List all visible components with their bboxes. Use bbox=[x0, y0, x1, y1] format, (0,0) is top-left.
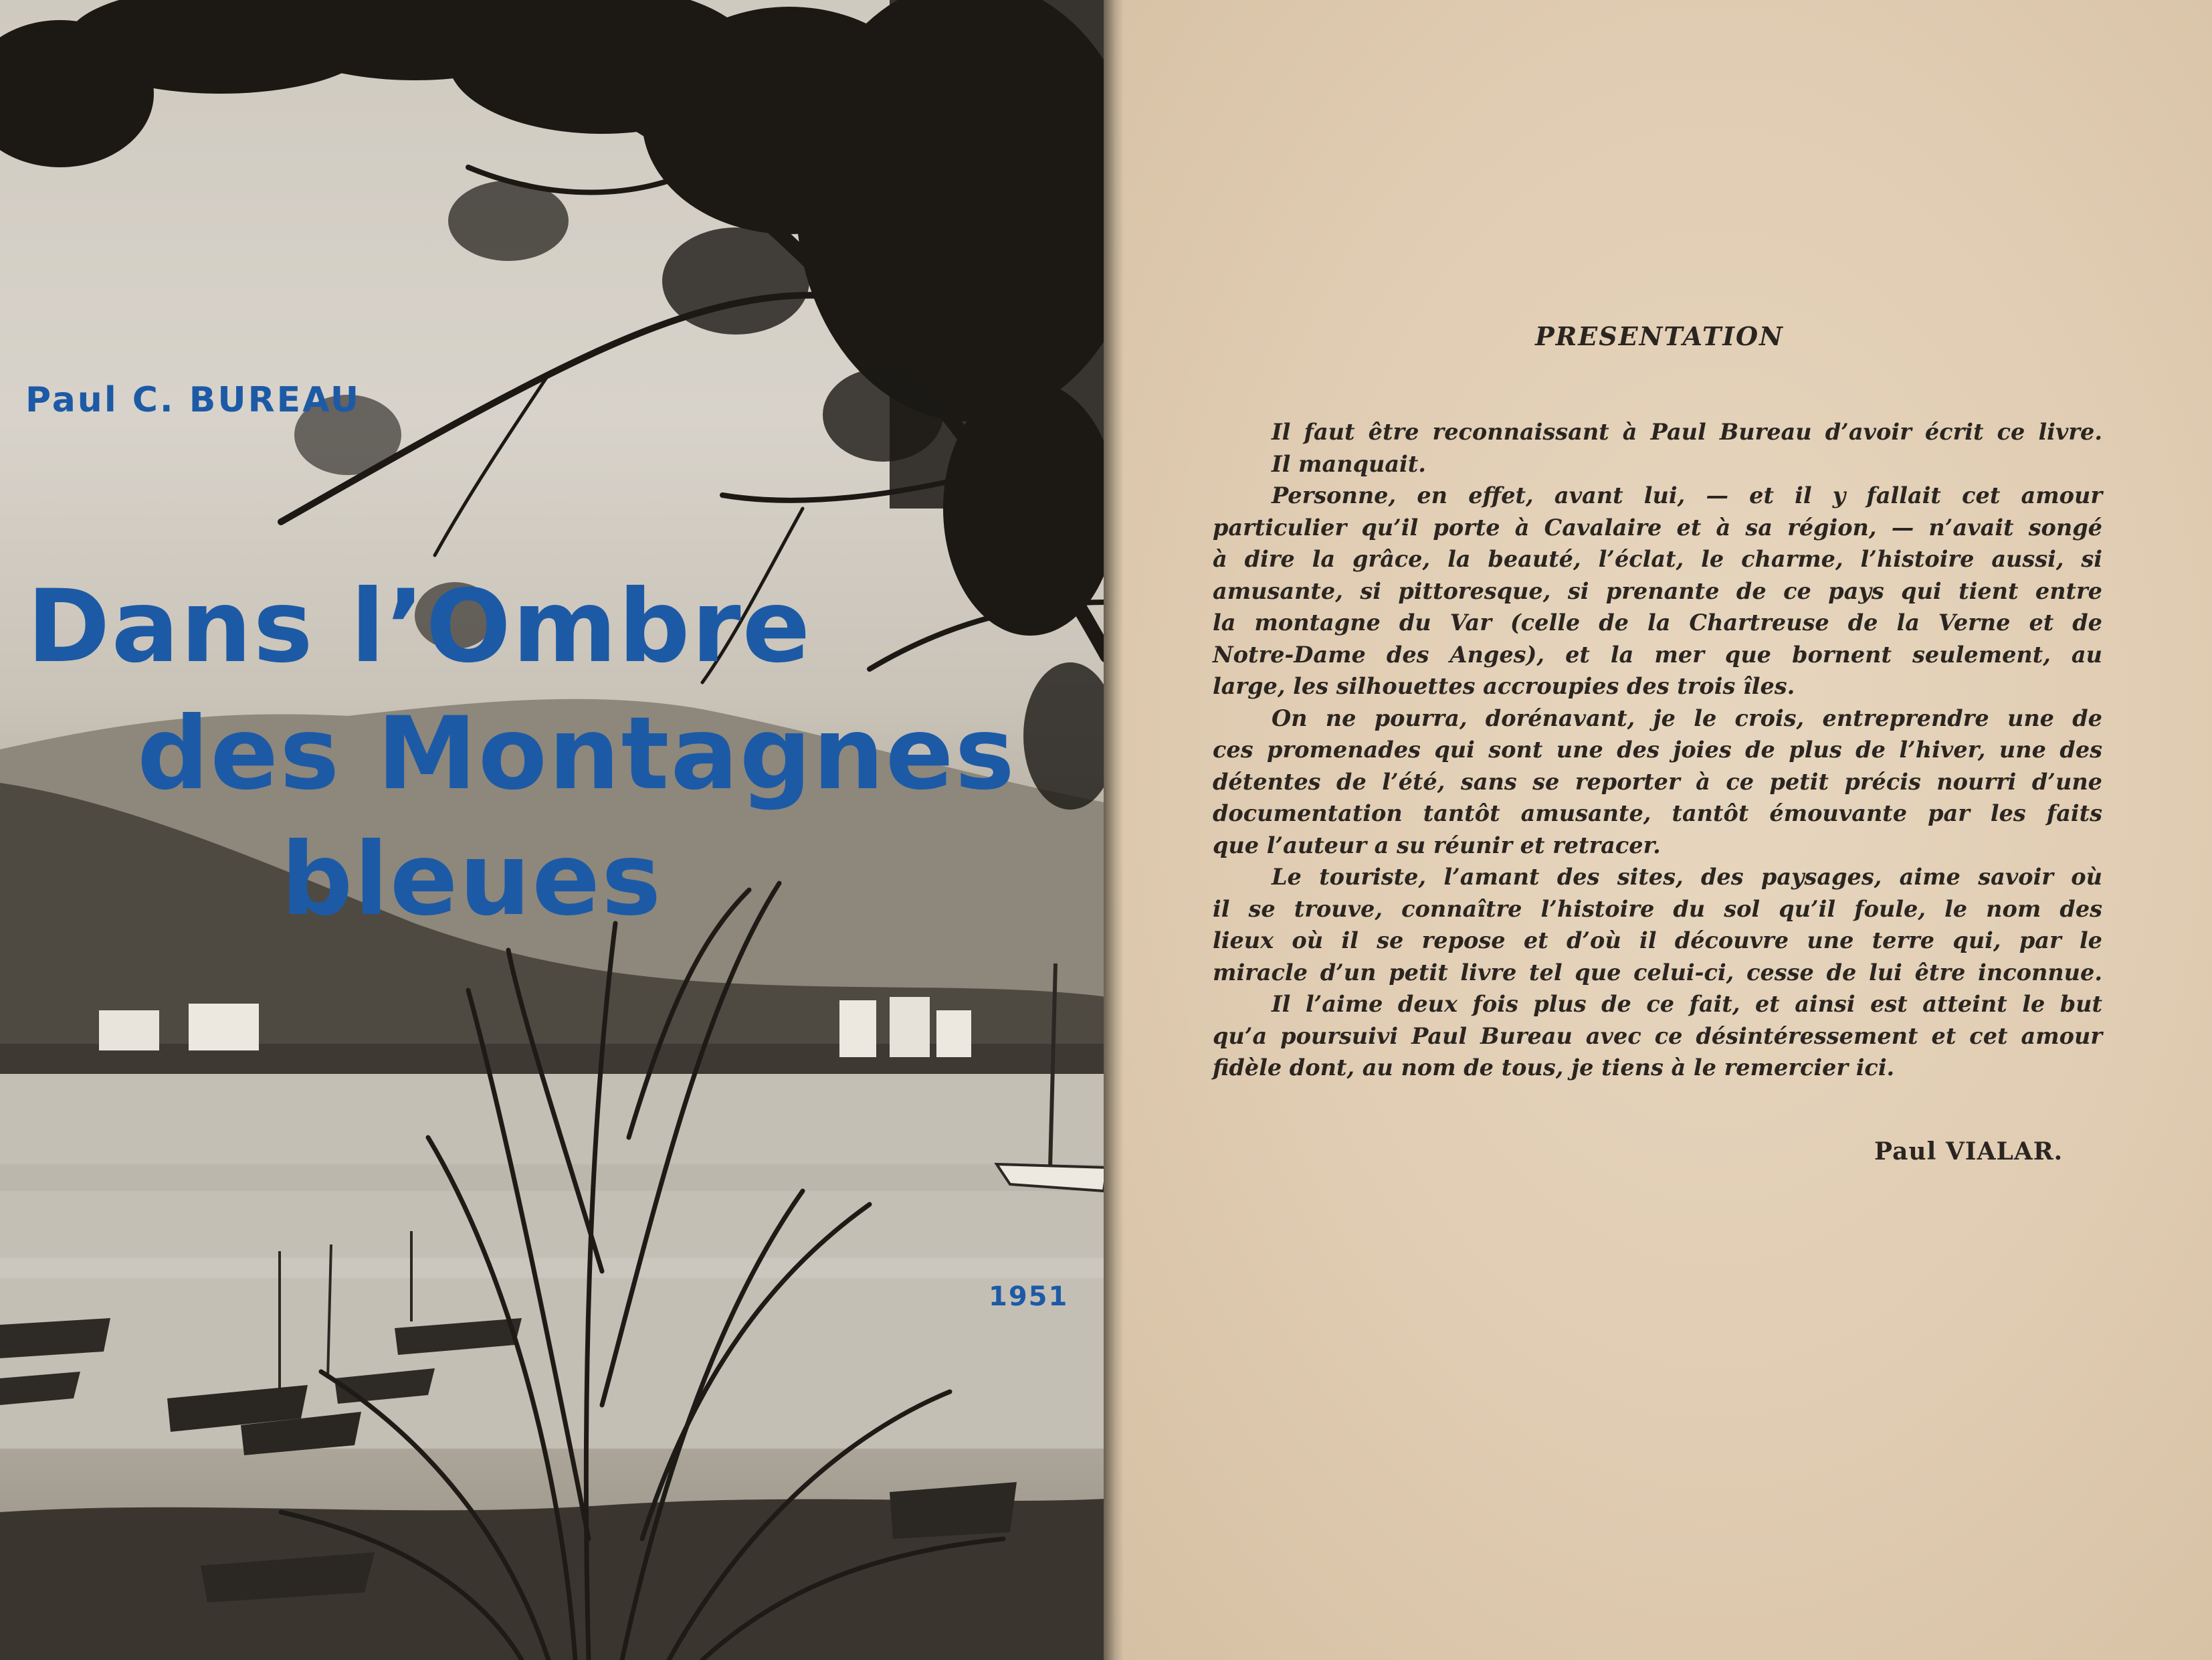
cover-title-line-2: des Montagnes bbox=[137, 696, 1016, 812]
cover-title-line-3: bleues bbox=[281, 822, 663, 938]
text-line: Il l’aime deux fois plus de ce fait, et ainsi est atteint le but bbox=[1272, 991, 2102, 1017]
text-line: amusante, si pittoresque, si prenante de ce pays qui tient entre bbox=[1213, 577, 2102, 604]
house bbox=[839, 1000, 876, 1057]
text-line: particulier qu’il porte à Cavalaire et à sa région, — n’avait songé bbox=[1213, 514, 2102, 541]
presentation-body bbox=[1213, 416, 2102, 1084]
house bbox=[189, 1004, 259, 1050]
text-line: Il manquait. bbox=[1272, 450, 1426, 477]
text-line: On ne pourra, dorénavant, je le crois, entreprendre une de bbox=[1272, 705, 2102, 731]
boat-on-beach bbox=[890, 1482, 1017, 1539]
text-line: que l’auteur a su réunir et retracer. bbox=[1213, 832, 1661, 858]
text-line: détentes de l’été, sans se reporter à ce petit précis nourri d’une bbox=[1213, 768, 2102, 795]
text-line: à dire la grâce, la beauté, l’éclat, le charme, l’histoire aussi, si bbox=[1213, 546, 2102, 572]
text-line: ces promenades qui sont une des joies de plus de l’hiver, une des bbox=[1213, 737, 2102, 763]
cover-title-line-1: Dans l’Ombre bbox=[27, 569, 812, 685]
text-line: large, les silhouettes accroupies des trois îles. bbox=[1213, 673, 1795, 699]
signature: Paul VIALAR. bbox=[1874, 1137, 2064, 1166]
house bbox=[890, 997, 930, 1057]
text-line: miracle d’un petit livre tel que celui-ci, cesse de lui être inconnue. bbox=[1213, 959, 2102, 986]
text-line: lieux où il se repose et d’où il découvre une terre qui, par le bbox=[1213, 927, 2102, 953]
text-line: qu’a poursuivi Paul Bureau avec ce désintéressement et cet amour bbox=[1213, 1022, 2102, 1049]
house bbox=[99, 1010, 159, 1050]
presentation-heading: PRESENTATION bbox=[1535, 321, 1784, 351]
cover-year: 1951 bbox=[989, 1281, 1069, 1312]
text-line: Le touriste, l’amant des sites, des paysages, aime savoir où bbox=[1272, 864, 2102, 890]
text-line: fidèle dont, au nom de tous, je tiens à le remercier ici. bbox=[1213, 1054, 1895, 1081]
text-line: Personne, en effet, avant lui, — et il y fallait cet amour bbox=[1272, 482, 2102, 509]
cover-author: Paul C. BUREAU bbox=[25, 380, 361, 420]
text-line: Notre-Dame des Anges), et la mer que bornent seulement, au bbox=[1213, 641, 2102, 668]
text-line: il se trouve, connaître l’histoire du sol qu’il foule, le nom des bbox=[1213, 895, 2102, 922]
text-line: Il faut être reconnaissant à Paul Bureau d’avoir écrit ce livre. bbox=[1272, 419, 2102, 445]
text-line: la montagne du Var (celle de la Chartreuse de la Verne et de bbox=[1213, 610, 2102, 636]
text-line: documentation tantôt amusante, tantôt émouvante par les faits bbox=[1213, 800, 2102, 826]
book-spine-shadow bbox=[1104, 0, 1124, 1660]
house bbox=[936, 1010, 971, 1057]
